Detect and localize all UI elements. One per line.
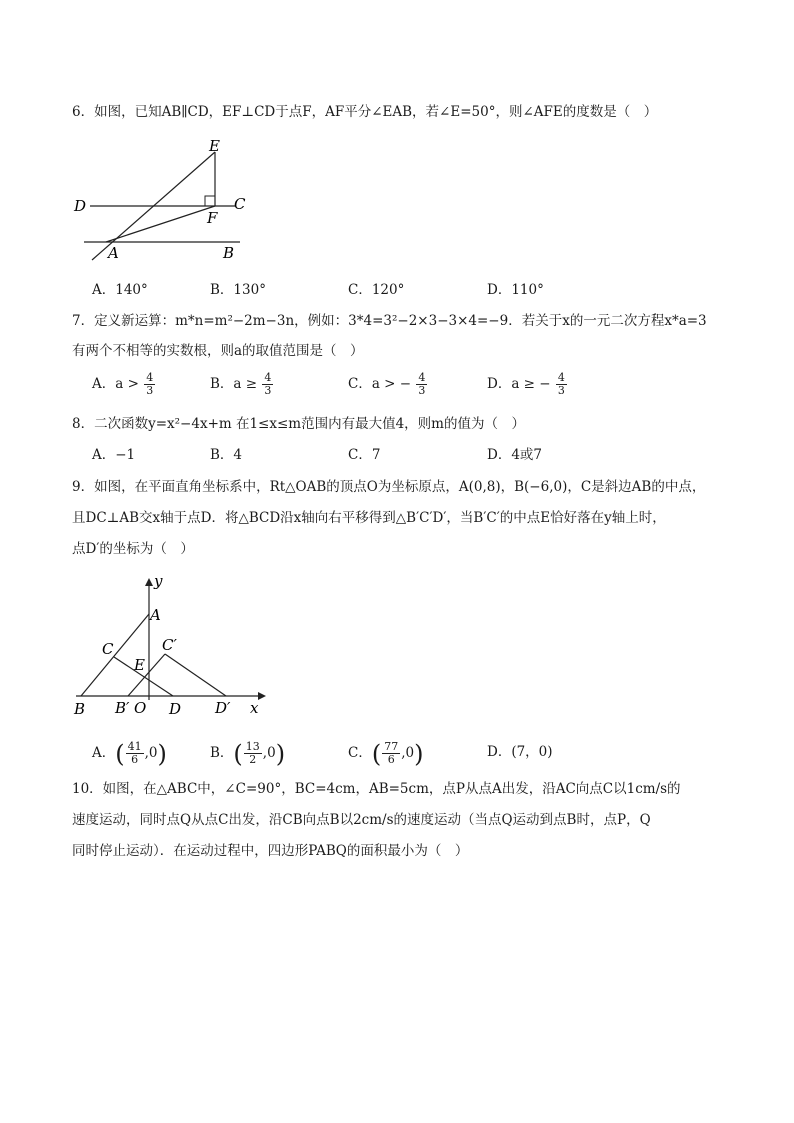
label-b-prime: B′ (115, 699, 130, 717)
q6-option-a[interactable]: A．140° (92, 282, 148, 298)
right-angle-mark (205, 196, 215, 206)
q7-option-a[interactable]: A．a > $\frac{4}{3}$ (92, 371, 154, 397)
q7-stem-line2: 有两个不相等的实数根，则a的取值范围是（ ） (72, 343, 364, 359)
q7-option-b[interactable]: B．a ≥ $\frac{4}{3}$ (210, 371, 272, 397)
q9-option-b[interactable]: B．( $\frac{13}{2}$ ,0) (210, 739, 286, 768)
label-c: C (234, 195, 246, 213)
label-a: A (108, 244, 119, 262)
q9-option-d[interactable]: D．(7，0) (487, 744, 553, 760)
q10-stem-line2: 速度运动，同时点Q从点C出发，沿CB向点B以2cm/s的速度运动（当点Q运动到点B时，点P，Q (72, 812, 651, 828)
label-o: O (134, 699, 147, 717)
label-b: B (223, 244, 235, 262)
label-c: C (102, 640, 114, 658)
label-b: B (74, 700, 86, 718)
q10-stem-line3: 同时停止运动）．在运动过程中，四边形PABQ的面积最小为（ ） (72, 843, 469, 859)
q9-figure (68, 572, 278, 722)
q8-option-b[interactable]: B．4 (210, 447, 243, 463)
q7-option-d[interactable]: D．a ≥ − $\frac{4}{3}$ (487, 371, 565, 397)
q8-stem: 8．二次函数y=x²−4x+m 在1≤x≤m范围内有最大值4，则m的值为（ ） (72, 416, 525, 432)
label-d: D (74, 197, 87, 215)
y-axis-arrow (145, 578, 153, 586)
q6-stem: 6．如图，已知AB∥CD，EF⊥CD于点F，AF平分∠EAB，若∠E=50°，则∠AFE的度数是（ ） (72, 104, 658, 120)
label-f: F (207, 209, 218, 227)
label-c-prime: C′ (162, 636, 177, 654)
label-a: A (150, 606, 161, 624)
x-axis-arrow (258, 692, 266, 700)
q7-option-c[interactable]: C．a > − $\frac{4}{3}$ (348, 371, 426, 397)
label-x: x (250, 699, 259, 717)
q8-option-a[interactable]: A．−1 (92, 447, 136, 463)
label-y: y (154, 572, 163, 590)
label-e: E (134, 656, 145, 674)
q9-stem-line2: 且DC⊥AB交x轴于点D．将△BCD沿x轴向右平移得到△B′C′D′，当B′C′的中点E恰好落在y轴上时， (72, 510, 666, 526)
q6-option-b[interactable]: B．130° (210, 282, 266, 298)
q8-option-d[interactable]: D．4或7 (487, 447, 543, 463)
q6-option-d[interactable]: D．110° (487, 282, 544, 298)
segment-cprime-dprime (165, 654, 226, 696)
q9-option-c[interactable]: C．( $\frac{77}{6}$ ,0) (348, 739, 424, 768)
q9-option-a[interactable]: A．( $\frac{41}{6}$ ,0) (92, 739, 167, 768)
q9-stem-line3: 点D′的坐标为（ ） (72, 541, 194, 557)
q8-option-c[interactable]: C．7 (348, 447, 381, 463)
q6-figure (70, 132, 260, 264)
q7-stem-line1: 7．定义新运算：m*n=m²−2m−3n，例如：3*4=3²−2×3−3×4=−9．若关于x的一元二次方程x*a=3 (72, 313, 707, 329)
label-e: E (209, 137, 220, 155)
q10-stem-line1: 10．如图，在△ABC中，∠C=90°，BC=4cm，AB=5cm，点P从点A出发，沿AC向点C以1cm/s的 (72, 781, 681, 797)
label-d: D (169, 700, 182, 718)
q6-option-c[interactable]: C．120° (348, 282, 405, 298)
label-d-prime: D′ (215, 699, 231, 717)
segment-af (106, 206, 215, 242)
q9-stem-line1: 9．如图，在平面直角坐标系中，Rt△OAB的顶点O为坐标原点，A(0,8)，B(−6,0)，C是斜边AB的中点， (72, 479, 706, 495)
